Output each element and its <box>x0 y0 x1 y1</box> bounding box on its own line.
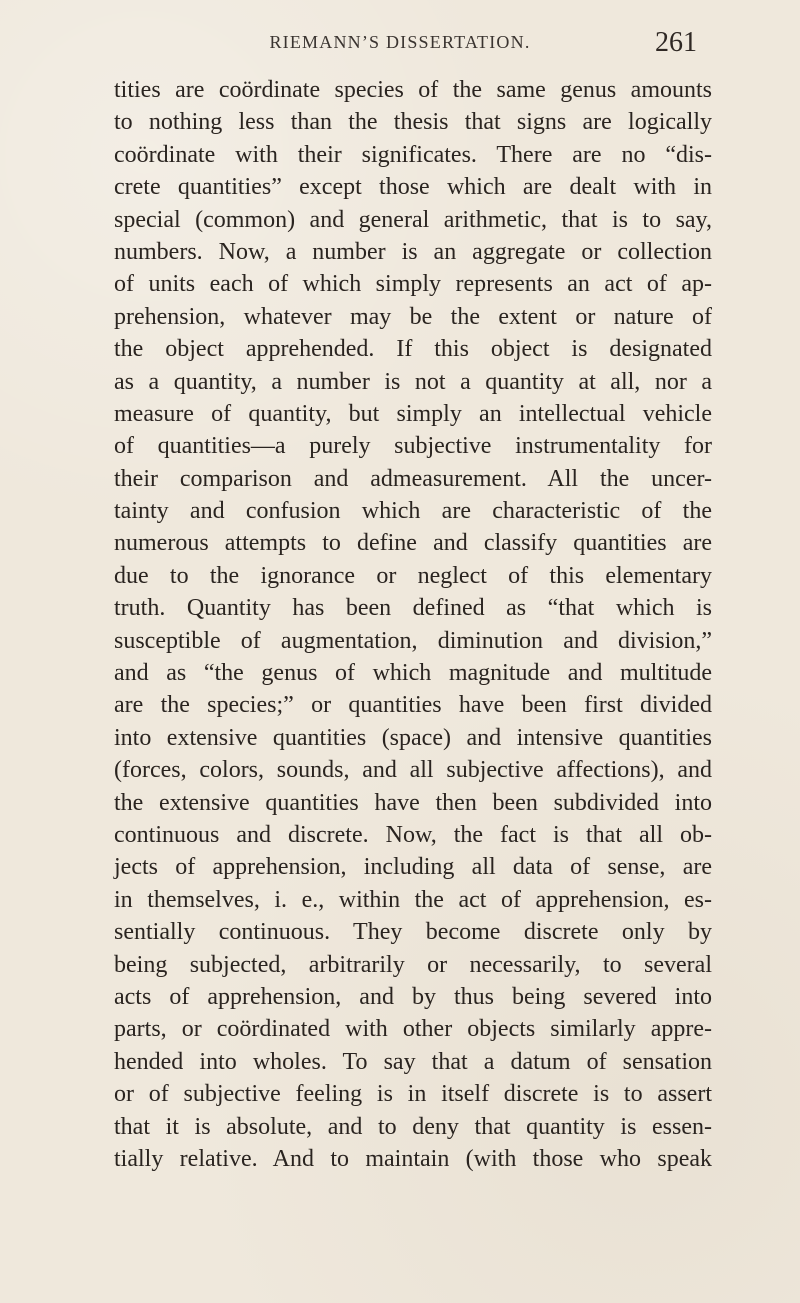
text-line: tially relative. And to maintain (with those who speak <box>114 1145 712 1172</box>
text-line: or of subjective feeling is in itself discrete is to assert <box>114 1081 712 1108</box>
text-line: special (common) and general arithmetic, that is to say, <box>114 206 712 233</box>
text-line: of units each of which simply represents an act of ap- <box>114 271 712 298</box>
text-line: parts, or coördinated with other objects similarly appre- <box>114 1016 712 1043</box>
text-line: prehension, whatever may be the extent or nature of <box>114 303 712 330</box>
text-line: acts of apprehension, and by thus being severed into <box>114 983 712 1010</box>
text-line: and as “the genus of which magnitude and multitude <box>114 660 712 687</box>
text-line: the object apprehended. If this object is designated <box>114 336 712 363</box>
text-line: truth. Quantity has been defined as “that which is <box>114 595 712 622</box>
text-line: tities are coördinate species of the same genus amounts <box>114 77 712 103</box>
text-line: of quantities—a purely subjective instrumentality for <box>114 433 712 460</box>
text-line: crete quantities” except those which are dealt with in <box>114 174 712 201</box>
text-line: that it is absolute, and to deny that quantity is essen- <box>114 1113 712 1140</box>
text-line: hended into wholes. To say that a datum of sensation <box>114 1048 712 1075</box>
text-line: to nothing less than the thesis that signs are logically <box>114 109 712 136</box>
text-line: susceptible of augmentation, diminution and division,” <box>114 627 712 654</box>
page-number: 261 <box>655 27 697 58</box>
body-text <box>114 74 712 1175</box>
text-line: continuous and discrete. Now, the fact is that all ob- <box>114 821 712 848</box>
text-line: (forces, colors, sounds, and all subjective affections), and <box>114 757 712 784</box>
text-line: in themselves, i. e., within the act of apprehension, es- <box>114 886 712 913</box>
text-line: into extensive quantities (space) and intensive quantities <box>114 724 712 751</box>
text-line: tainty and confusion which are characteristic of the <box>114 498 712 525</box>
running-head: RIEMANN’S DISSERTATION. <box>269 32 531 52</box>
text-line: jects of apprehension, including all data of sense, are <box>114 854 712 881</box>
text-line: due to the ignorance or neglect of this elementary <box>114 562 712 589</box>
text-line: their comparison and admeasurement. All the uncer- <box>114 465 712 492</box>
text-line: measure of quantity, but simply an intellectual vehicle <box>114 400 712 427</box>
text-line: numerous attempts to define and classify quantities are <box>114 530 712 557</box>
text-line: as a quantity, a number is not a quantity at all, nor a <box>114 368 712 395</box>
text-line: numbers. Now, a number is an aggregate or collection <box>114 238 712 265</box>
text-line: are the species;” or quantities have been first divided <box>114 692 712 719</box>
text-line: being subjected, arbitrarily or necessarily, to several <box>114 951 712 978</box>
text-line: sentially continuous. They become discrete only by <box>114 919 712 946</box>
text-line: coördinate with their significates. There are no “dis- <box>114 141 712 168</box>
text-line: the extensive quantities have then been subdivided into <box>114 789 712 816</box>
